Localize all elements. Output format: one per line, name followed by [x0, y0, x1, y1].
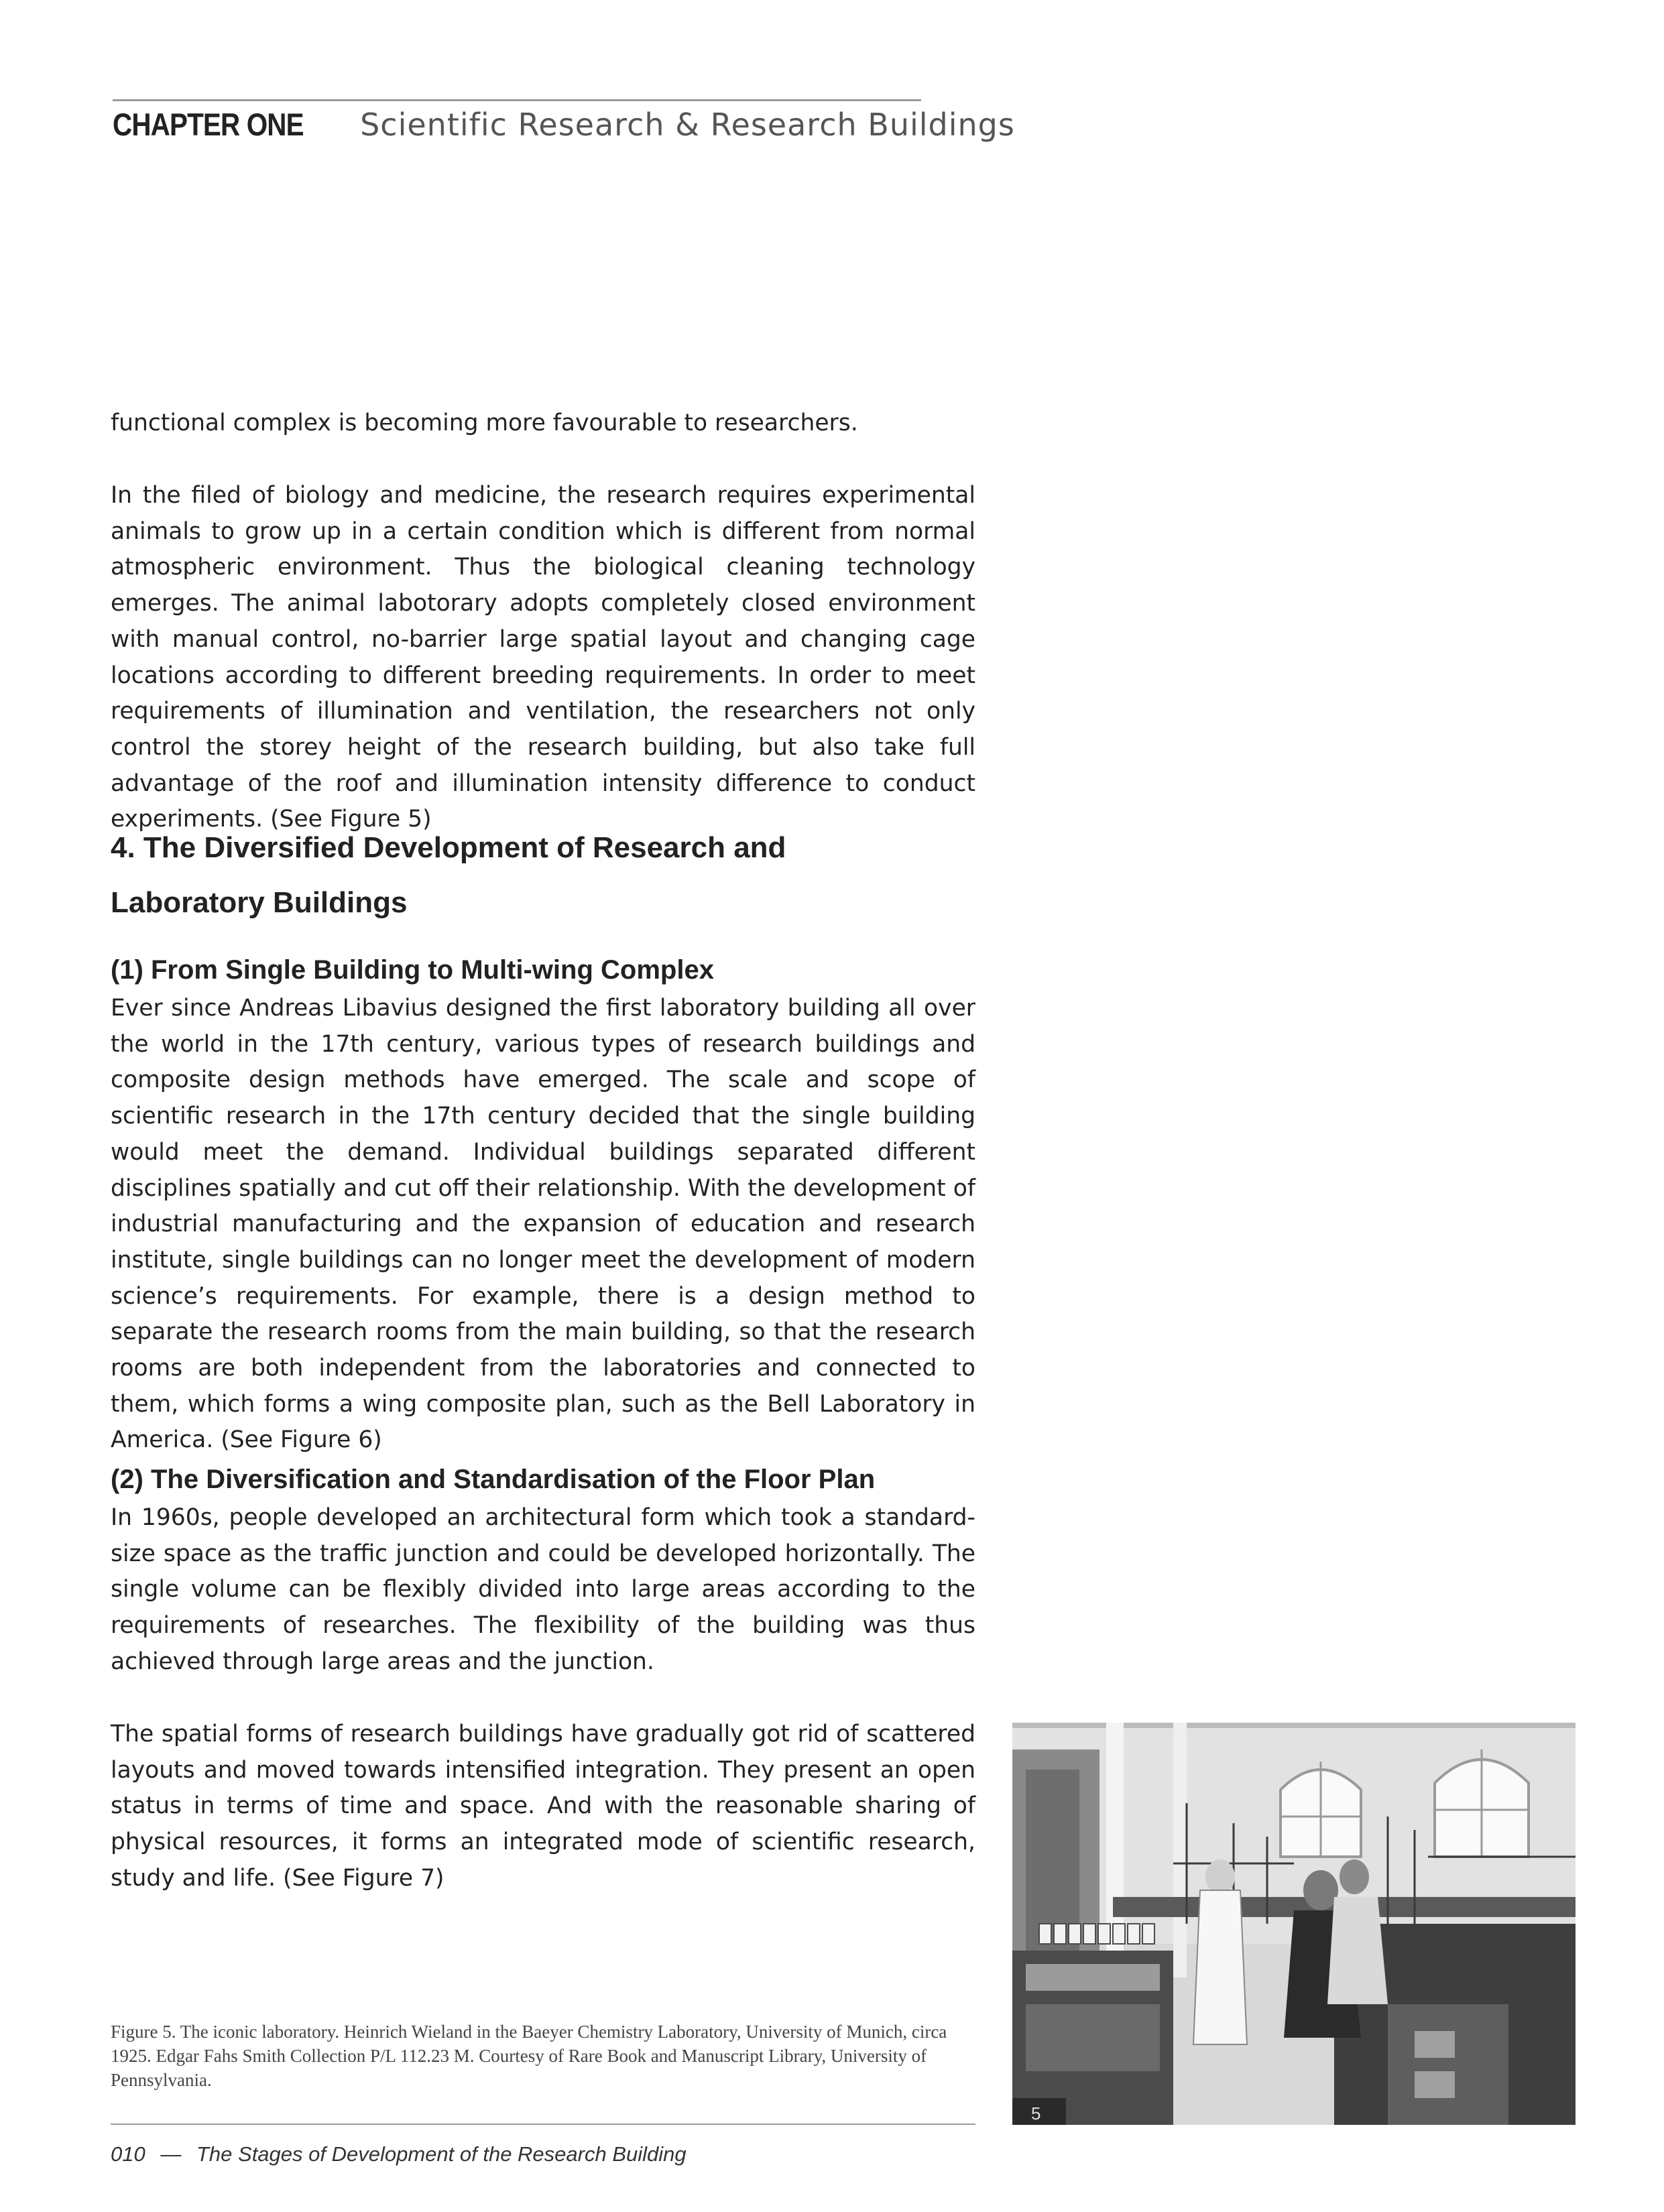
- paragraph-3: Ever since Andreas Libavius designed the first laboratory building all over the world in the 17th century, various types of research buildings and composite design methods have emerged. The scale and scope of scientific research in the 17th century decided that the single building would meet the demand. Individual buildings separated different disciplines spatially and cut off their relationship. With the development of industrial manufacturing and the expansion of education and research institute, single buildings can no longer meet the development of modern science’s requirements. For example, there is a design method to separate the research rooms from the main building, so that the research rooms are both independent from the laboratories and connected to them, which forms a wing composite plan, such as the Bell Laboratory in America. (See Figure 6): [111, 995, 975, 1454]
- paragraph-2: In the filed of biology and medicine, the research requires experimental animals to grow up in a certain condition which is different from normal atmospheric environment. Thus the biological cleaning technology emerges. The animal labotorary adopts completely closed environment with manual control, no-barrier large spatial layout and changing cage locations according to different breeding requirements. In order to meet requirements of illumination and ventilation, the researchers not only control the storey height of the research building, but also take full advantage of the roof and illumination intensity difference to conduct experiments. (See Figure 5): [111, 482, 975, 833]
- section-heading-line-2: Laboratory Buildings: [111, 886, 408, 919]
- paragraph-4: In 1960s, people developed an architectural form which took a standard-size space as the traffic junction and could be developed horizontally. The single volume can be flexibly divided into large areas according to the requirements of researches. The flexibility of the building was thus achieved through large areas and the junction.: [111, 1504, 975, 1675]
- page-number: 010: [111, 2142, 145, 2166]
- header-rule: [113, 99, 921, 101]
- subheading-1: (1) From Single Building to Multi-wing Complex: [111, 955, 714, 985]
- paragraph-5: The spatial forms of research buildings have gradually got rid of scattered layouts and moved towards intensified integration. They present an open status in terms of time and space. And with the reasonable sharing of physical resources, it forms an integrated mode of scientific research, study and life. (See Figure 7): [111, 1721, 975, 1892]
- chapter-header: [113, 106, 1015, 160]
- laboratory-photo: [1012, 1723, 1576, 2125]
- running-title: The Stages of Development of the Research Building: [196, 2142, 687, 2166]
- page-footer: [111, 2142, 687, 2166]
- chapter-title: Scientific Research & Research Buildings: [360, 107, 1015, 143]
- chapter-label: CHAPTER ONE: [113, 107, 304, 142]
- footer-dash: —: [160, 2142, 182, 2166]
- photo-number: 5: [1031, 2103, 1041, 2124]
- footer-rule: [111, 2124, 975, 2125]
- figure-caption: Figure 5. The iconic laboratory. Heinrich Wieland in the Baeyer Chemistry Laboratory, University of Munich, circa 1925. Edgar Fahs Smith Collection P/L 112.23 M. Courtesy of Rare Book and Manuscript Library, University of Pennsylvania.: [111, 2022, 947, 2090]
- section-heading-line-1: 4. The Diversified Development of Research and: [111, 831, 786, 864]
- subheading-2: (2) The Diversification and Standardisation of the Floor Plan: [111, 1465, 876, 1494]
- paragraph-1: functional complex is becoming more favourable to researchers.: [111, 410, 858, 436]
